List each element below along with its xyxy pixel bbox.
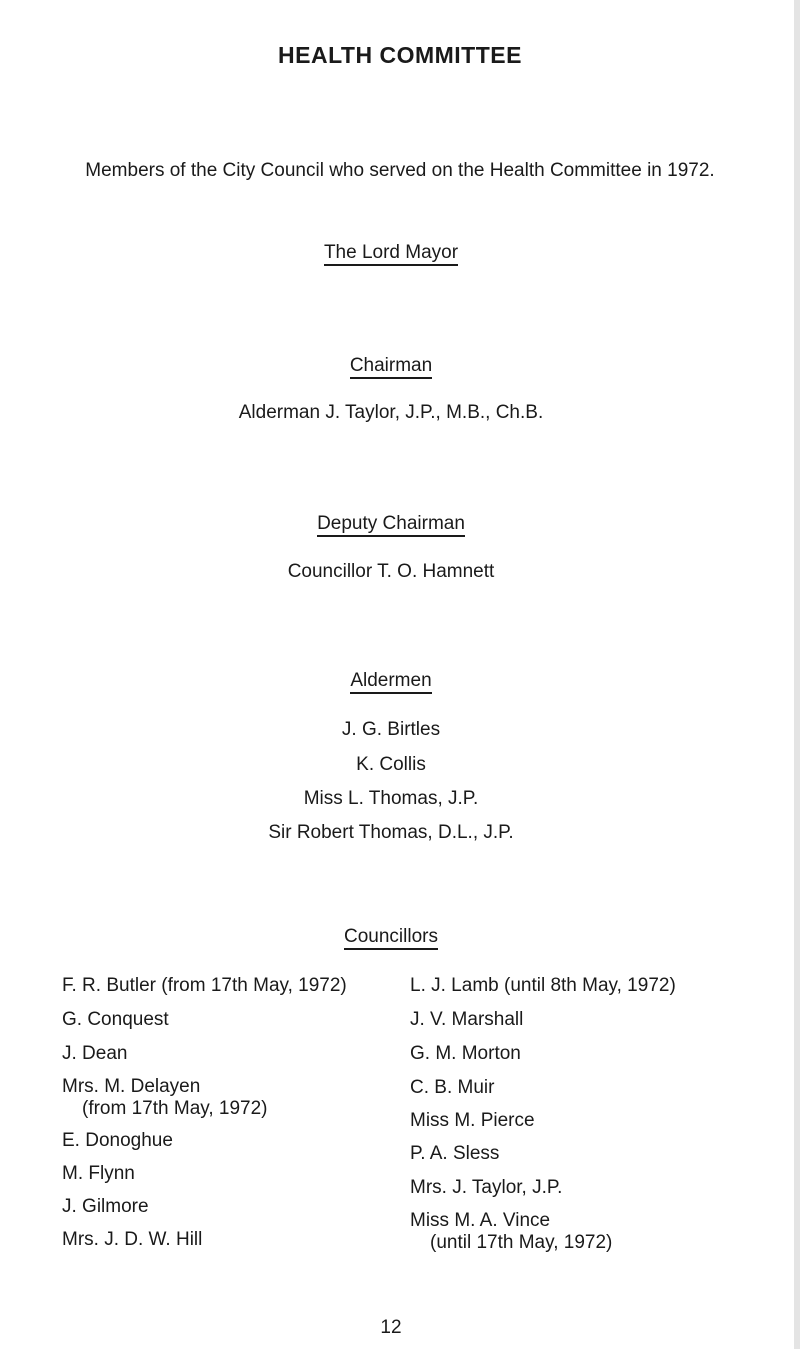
page-edge-shadow xyxy=(794,0,800,1349)
councillor-name: J. V. Marshall xyxy=(410,1009,524,1030)
councillor-name: L. J. Lamb (until 8th May, 1972) xyxy=(410,975,676,996)
councillor-note: (until 17th May, 1972) xyxy=(430,1232,613,1253)
intro-text: Members of the City Council who served on the Health Committee in 1972. xyxy=(85,160,715,181)
page-title: HEALTH COMMITTEE xyxy=(278,42,522,68)
alderman-name: Sir Robert Thomas, D.L., J.P. xyxy=(268,822,514,843)
councillor-name: F. R. Butler (from 17th May, 1972) xyxy=(62,975,347,996)
chairman-heading: Chairman xyxy=(0,355,782,377)
deputy-chairman-heading: Deputy Chairman xyxy=(0,513,782,535)
councillor-name: Mrs. J. Taylor, J.P. xyxy=(410,1177,563,1198)
councillor-name: C. B. Muir xyxy=(410,1077,495,1098)
alderman-name: Miss L. Thomas, J.P. xyxy=(303,788,479,809)
lord-mayor-heading: The Lord Mayor xyxy=(0,242,782,264)
councillors-heading: Councillors xyxy=(0,926,782,948)
deputy-chairman-name: Councillor T. O. Hamnett xyxy=(287,561,495,582)
alderman-name: K. Collis xyxy=(356,754,426,775)
councillor-name: Mrs. J. D. W. Hill xyxy=(62,1229,203,1250)
councillor-name: Miss M. A. Vince xyxy=(410,1210,551,1231)
councillor-name: J. Dean xyxy=(62,1043,128,1064)
chairman-name: Alderman J. Taylor, J.P., M.B., Ch.B. xyxy=(238,402,544,423)
councillor-name: G. M. Morton xyxy=(410,1043,521,1064)
councillor-name: E. Donoghue xyxy=(62,1130,173,1151)
councillor-name: G. Conquest xyxy=(62,1009,169,1030)
councillor-name: Miss M. Pierce xyxy=(410,1110,535,1131)
councillors-right-column xyxy=(410,0,770,1349)
councillor-note: (from 17th May, 1972) xyxy=(82,1098,268,1119)
councillors-left-column xyxy=(62,0,392,1349)
councillor-name: J. Gilmore xyxy=(62,1196,149,1217)
councillor-name: P. A. Sless xyxy=(410,1143,500,1164)
page-number: 12 xyxy=(380,1317,402,1338)
councillor-name: Mrs. M. Delayen xyxy=(62,1076,201,1097)
aldermen-heading: Aldermen xyxy=(0,670,782,692)
alderman-name: J. G. Birtles xyxy=(341,719,441,740)
councillor-name: M. Flynn xyxy=(62,1163,135,1184)
